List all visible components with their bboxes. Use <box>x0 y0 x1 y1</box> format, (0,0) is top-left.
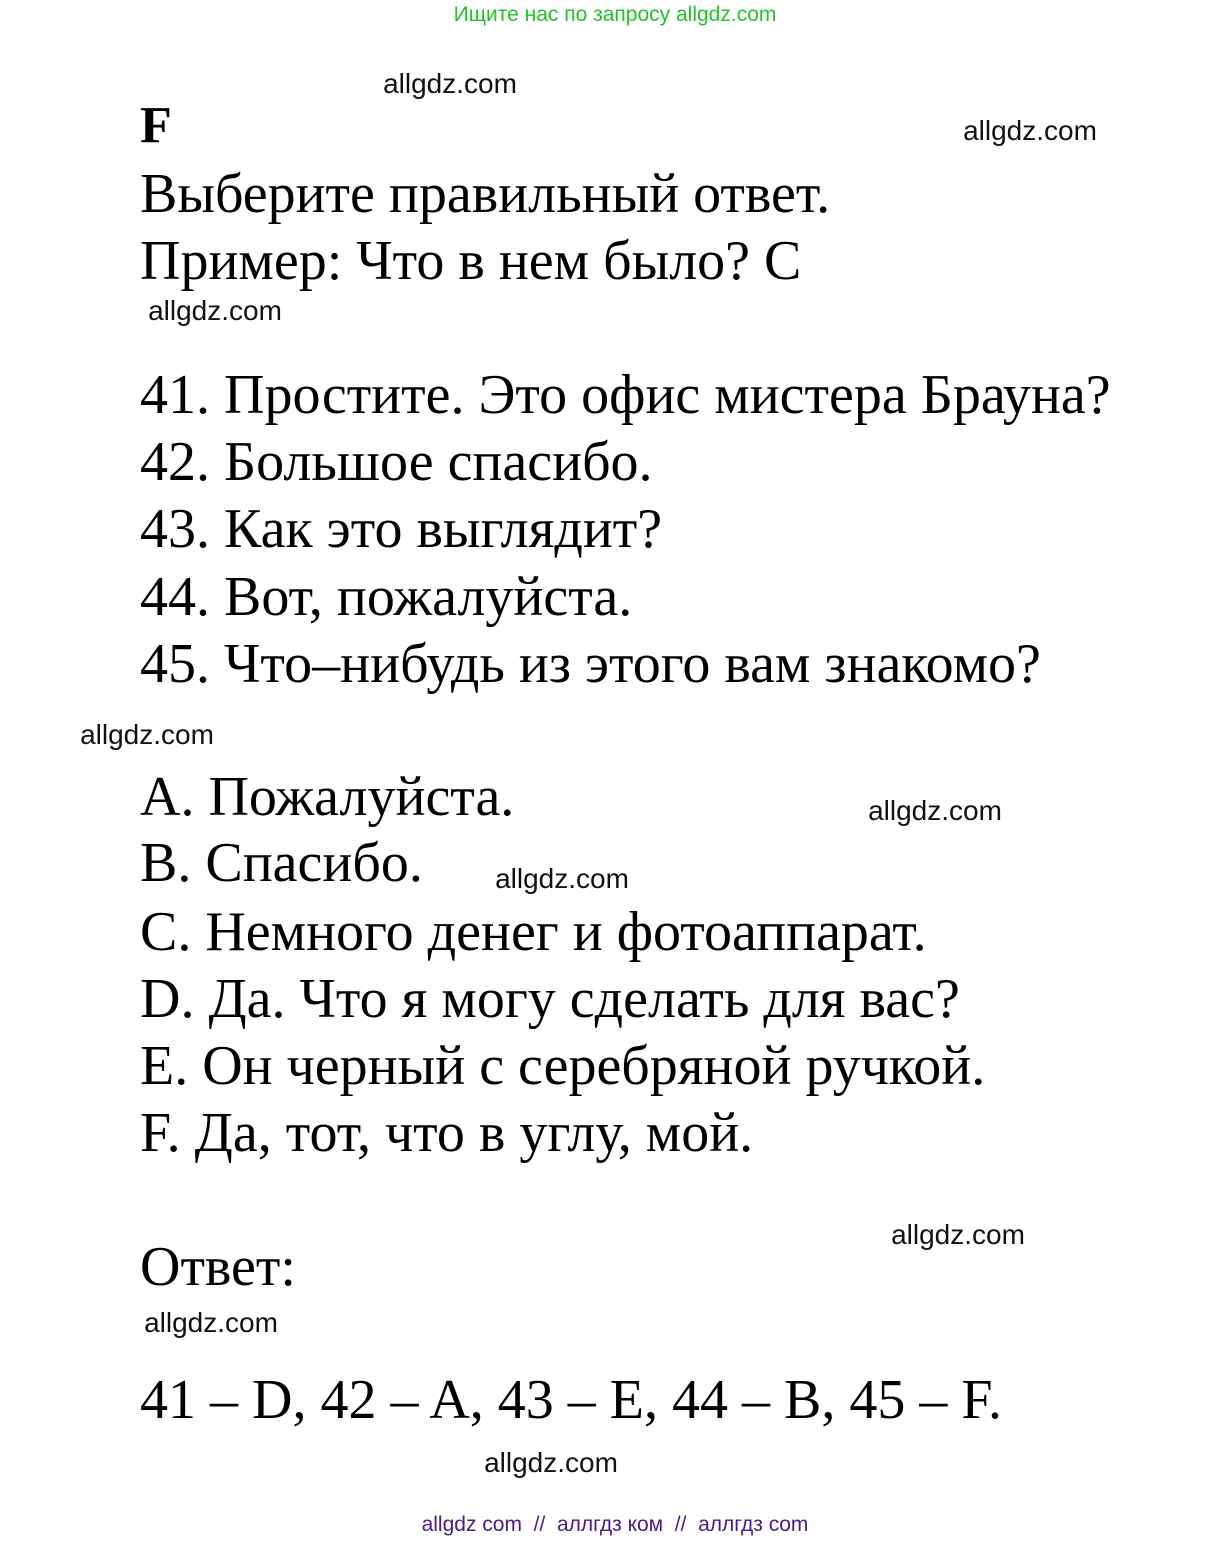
watermark: allgdz.com <box>868 795 1002 826</box>
option-e: E. Он черный с серебряной ручкой. <box>140 1035 986 1097</box>
question-41: 41. Простите. Это офис мистера Брауна? <box>140 364 1111 426</box>
watermark: allgdz.com <box>484 1447 618 1478</box>
watermark: allgdz.com <box>80 719 214 750</box>
watermark: allgdz.com <box>144 1307 278 1338</box>
bottom-banner: allgdz com // аллгдз ком // аллгдз com <box>421 1513 809 1536</box>
top-banner: Ищите нас по запросу allgdz.com <box>453 3 777 26</box>
watermark: allgdz.com <box>383 68 517 99</box>
question-42: 42. Большое спасибо. <box>140 431 653 493</box>
example: Пример: Что в нем было? С <box>140 230 802 292</box>
option-f: F. Да, тот, что в углу, мой. <box>140 1102 754 1164</box>
instruction: Выберите правильный ответ. <box>140 163 831 225</box>
watermark: allgdz.com <box>963 115 1097 146</box>
answer: 41 – D, 42 – A, 43 – E, 44 – B, 45 – F. <box>140 1369 1003 1431</box>
watermark: allgdz.com <box>148 295 282 326</box>
watermark: allgdz.com <box>495 863 629 894</box>
question-44: 44. Вот, пожалуйста. <box>140 566 633 628</box>
option-a: A. Пожалуйста. <box>140 766 515 828</box>
watermark: allgdz.com <box>891 1219 1025 1250</box>
section-letter: F <box>140 97 172 154</box>
option-c: C. Немного денег и фотоаппарат. <box>140 901 927 963</box>
option-d: D. Да. Что я могу сделать для вас? <box>140 968 960 1030</box>
answer-label: Ответ: <box>140 1236 296 1298</box>
option-b: B. Спасибо. <box>140 832 423 894</box>
question-43: 43. Как это выглядит? <box>140 498 663 560</box>
question-45: 45. Что–нибудь из этого вам знакомо? <box>140 633 1041 695</box>
